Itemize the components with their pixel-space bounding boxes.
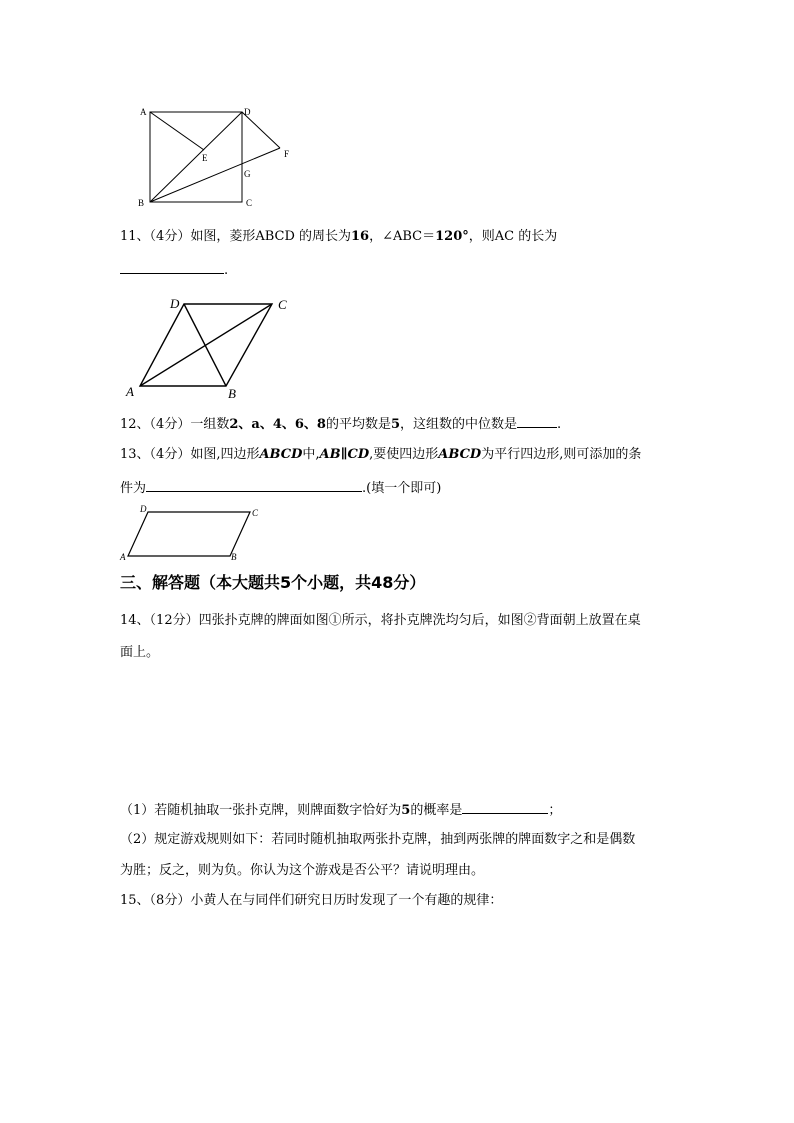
label-a: A (126, 384, 134, 399)
q14-sub-1 (120, 800, 561, 820)
rhombus-figure (122, 292, 302, 404)
q11-text-c: ，则AC 的长为 (468, 229, 558, 244)
parallelogram-outline (128, 512, 250, 556)
question-12 (120, 414, 561, 434)
question-13 (120, 446, 641, 464)
label-c: C (246, 198, 253, 208)
q14-score: （12分） (149, 613, 199, 628)
q14-sub1-end: ； (548, 803, 562, 818)
q14-sub1-answer-blank[interactable] (462, 800, 548, 814)
q11-text-b: ，∠ABC＝ (369, 229, 436, 244)
q14-sub2-a: （2）规定游戏规则如下：若同时随机抽取两张扑克牌，抽到两张牌的牌面数字之和是偶数 (120, 832, 636, 847)
q13-text-c: ,要使四边形 (369, 447, 439, 462)
diagonal-ac (140, 304, 272, 386)
q11-score: （4分） (149, 229, 191, 244)
q15-score: （8分） (149, 893, 191, 908)
label-d: D (244, 107, 251, 117)
q12-score: （4分） (149, 417, 191, 432)
q14-sub1-b: 的概率是 (410, 803, 463, 818)
diagonal-db (184, 304, 226, 386)
q14-number: 14、 (120, 613, 150, 628)
q13-score: （4分） (149, 447, 191, 462)
q13-parallel: AB∥CD (319, 447, 370, 462)
label-b: B (231, 552, 237, 562)
q11-end: . (224, 263, 229, 278)
q12-number: 12、 (120, 417, 150, 432)
question-11 (120, 228, 557, 246)
q12-text-a: 一组数 (190, 417, 230, 432)
label-d: D (170, 296, 180, 311)
q12-answer-blank[interactable] (517, 414, 557, 428)
label-a: A (120, 552, 126, 562)
q11-number: 11、 (120, 229, 150, 244)
q13-text-a: 如图,四边形 (190, 447, 260, 462)
q13-line2-a: 件为 (120, 481, 147, 496)
label-d: D (140, 504, 147, 514)
q15-number: 15、 (120, 893, 150, 908)
question-15 (120, 892, 502, 910)
label-b: B (228, 386, 236, 401)
label-f: F (284, 149, 290, 159)
q13-text-d: 为平行四边形,则可添加的条 (481, 447, 642, 462)
q11-value-16: 16 (351, 229, 370, 244)
q14-sub-2-line-2 (120, 862, 484, 880)
diagonal-bd (150, 112, 242, 202)
q14-sub-2 (120, 831, 635, 849)
q13-abcd-1: ABCD (259, 447, 303, 462)
section-3-heading: 三、解答题（本大题共5个小题，共48分） (120, 573, 426, 592)
q13-text-b: 中, (302, 447, 320, 462)
q12-text-b: 的平均数是 (325, 417, 391, 432)
label-c: C (278, 297, 287, 312)
q14-sub2-b: 为胜；反之，则为负。你认为这个游戏是否公平？请说明理由。 (120, 863, 485, 878)
q15-text: 小黄人在与同伴们研究日历时发现了一个有趣的规律： (190, 893, 503, 908)
q13-answer-blank[interactable] (146, 478, 362, 492)
q13-number: 13、 (120, 447, 150, 462)
q11-angle: 120° (435, 229, 469, 244)
q11-answer-line (120, 260, 228, 280)
q14-line-2 (120, 644, 159, 662)
segment-bf (150, 148, 280, 202)
label-e: E (202, 153, 208, 163)
q13-line2-b: .(填一个即可) (362, 481, 442, 496)
q12-end: . (557, 417, 562, 432)
label-g: G (244, 169, 251, 179)
q11-text-a: 如图，菱形ABCD 的周长为 (190, 229, 352, 244)
q13-line-2 (120, 478, 441, 498)
q14-text-b: 面上。 (120, 645, 160, 660)
parallelogram-figure (118, 502, 268, 566)
q14-sub1-num: 5 (401, 803, 411, 818)
segment-df (242, 112, 280, 148)
q12-mean: 5 (390, 417, 401, 432)
label-b: B (138, 198, 145, 208)
q12-text-c: ，这组数的中位数是 (400, 417, 518, 432)
square-figure (130, 100, 300, 215)
q11-answer-blank[interactable] (120, 260, 224, 274)
segment-ae (150, 112, 204, 150)
label-a: A (140, 107, 147, 117)
q14-sub1-a: （1）若随机抽取一张扑克牌，则牌面数字恰好为 (120, 803, 402, 818)
label-c: C (252, 508, 259, 518)
question-14 (120, 612, 641, 630)
q12-data: 2、a、4、6、8 (229, 417, 326, 432)
q13-abcd-2: ABCD (438, 447, 482, 462)
q14-text-a: 四张扑克牌的牌面如图①所示，将扑克牌洗均匀后，如图②背面朝上放置在桌 (198, 613, 641, 628)
